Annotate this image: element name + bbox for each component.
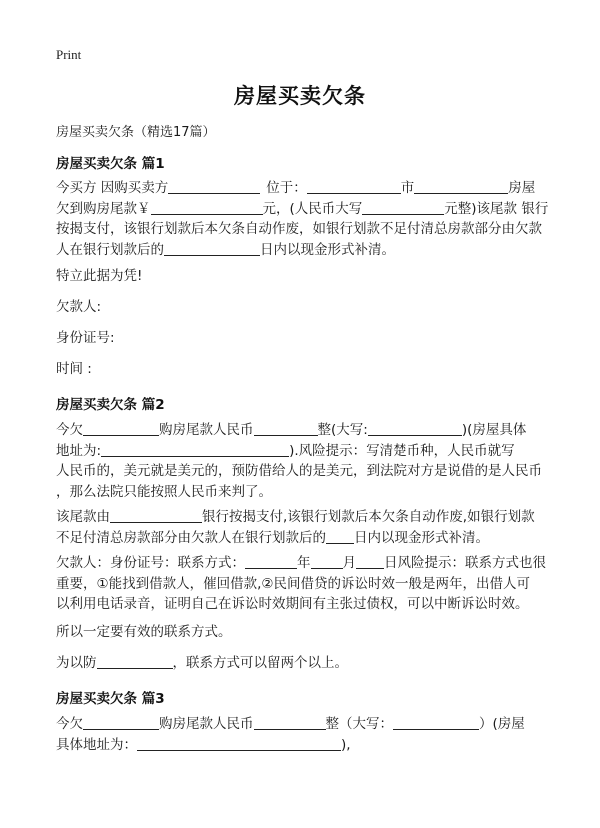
- fill-blank: [307, 180, 401, 194]
- section-heading-2: 房屋买卖欠条 篇2: [56, 397, 165, 413]
- text-line: 地址为: ).风险提示：写清楚币种，人民币就写: [56, 442, 515, 459]
- section-1-statement: 特立此据为凭!: [56, 268, 143, 284]
- fill-blank: [311, 555, 343, 569]
- fill-blank: [168, 180, 260, 194]
- print-link[interactable]: Print: [56, 47, 82, 62]
- time-field: 时间 :: [56, 361, 92, 377]
- text-line: 不足付清总房款部分由欠款人在银行划款后的 日内以现金形式补清。: [56, 529, 489, 546]
- text-line: 重要，①能找到借款人，催回借款,②民间借贷的诉讼时效一般是两年，出借人可: [56, 575, 530, 592]
- text-line: 欠到购房尾款￥ 元，(人民币大写 元整)该尾款 银行: [56, 200, 549, 217]
- text-line: 人在银行划款后的 日内以现金形式补清。: [56, 241, 395, 258]
- fill-blank: [393, 716, 479, 730]
- fill-blank: [83, 422, 159, 436]
- text-line: 按揭支付，该银行划款后本欠条自动作废，如银行划款不足付清总房款部分由欠款: [56, 221, 542, 237]
- fill-blank: [137, 737, 341, 751]
- section-2-paragraph-1: [56, 420, 550, 502]
- section-3-paragraph: [56, 714, 550, 755]
- section-2-paragraph-3: [56, 553, 550, 615]
- fill-blank: [97, 655, 173, 669]
- fill-blank: [83, 716, 159, 730]
- document-subtitle: 房屋买卖欠条（精选17篇）: [56, 125, 216, 140]
- fill-blank: [254, 716, 326, 730]
- document-title: 房屋买卖欠条: [234, 84, 366, 108]
- fill-blank: [414, 180, 508, 194]
- section-heading-3: 房屋买卖欠条 篇3: [56, 691, 165, 707]
- text-line: 该尾款由 银行按揭支付,该银行划款后本欠条自动作废,如银行划款: [56, 509, 535, 525]
- fill-blank: [101, 443, 289, 457]
- text-line: ，那么法院只能按照人民币来判了。: [56, 483, 272, 500]
- text-line: 人民币的，美元就是美元的，预防借给人的是美元，到法院对方是说借的是人民币: [56, 463, 542, 479]
- text-line: 今欠 购房尾款人民币 整(大写: )(房屋具体: [56, 422, 527, 438]
- text-line: 以利用电话录音，证明自己在诉讼时效期间有主张过债权，可以中断诉讼时效。: [56, 596, 529, 612]
- fill-blank: [254, 422, 318, 436]
- fill-blank: [110, 509, 202, 523]
- fill-blank: [356, 555, 384, 569]
- section-2-paragraph-2: [56, 507, 550, 548]
- id-number-field: 身份证号:: [56, 330, 115, 346]
- fill-blank: [362, 201, 444, 215]
- text-line: 今买方 因购买卖方 位于： 市 房屋: [56, 180, 536, 196]
- fill-blank: [151, 201, 263, 215]
- debtor-field: 欠款人:: [56, 299, 102, 315]
- section-heading-1: 房屋买卖欠条 篇1: [56, 156, 165, 172]
- fill-blank: [164, 242, 260, 256]
- fill-blank: [326, 530, 354, 544]
- section-2-note: 所以一定要有效的联系方式。: [56, 624, 232, 640]
- fill-blank: [368, 422, 462, 436]
- fill-blank: [245, 555, 297, 569]
- text-line: 欠款人：身份证号：联系方式： 年 月 日风险提示：联系方式也很: [56, 555, 546, 571]
- section-1-paragraph: [56, 178, 550, 260]
- text-line: 今欠 购房尾款人民币 整（大写： ）(房屋: [56, 716, 525, 732]
- section-2-prevent: 为以防 ，联系方式可以留两个以上。: [56, 655, 348, 671]
- text-line: 具体地址为： ),: [56, 736, 351, 753]
